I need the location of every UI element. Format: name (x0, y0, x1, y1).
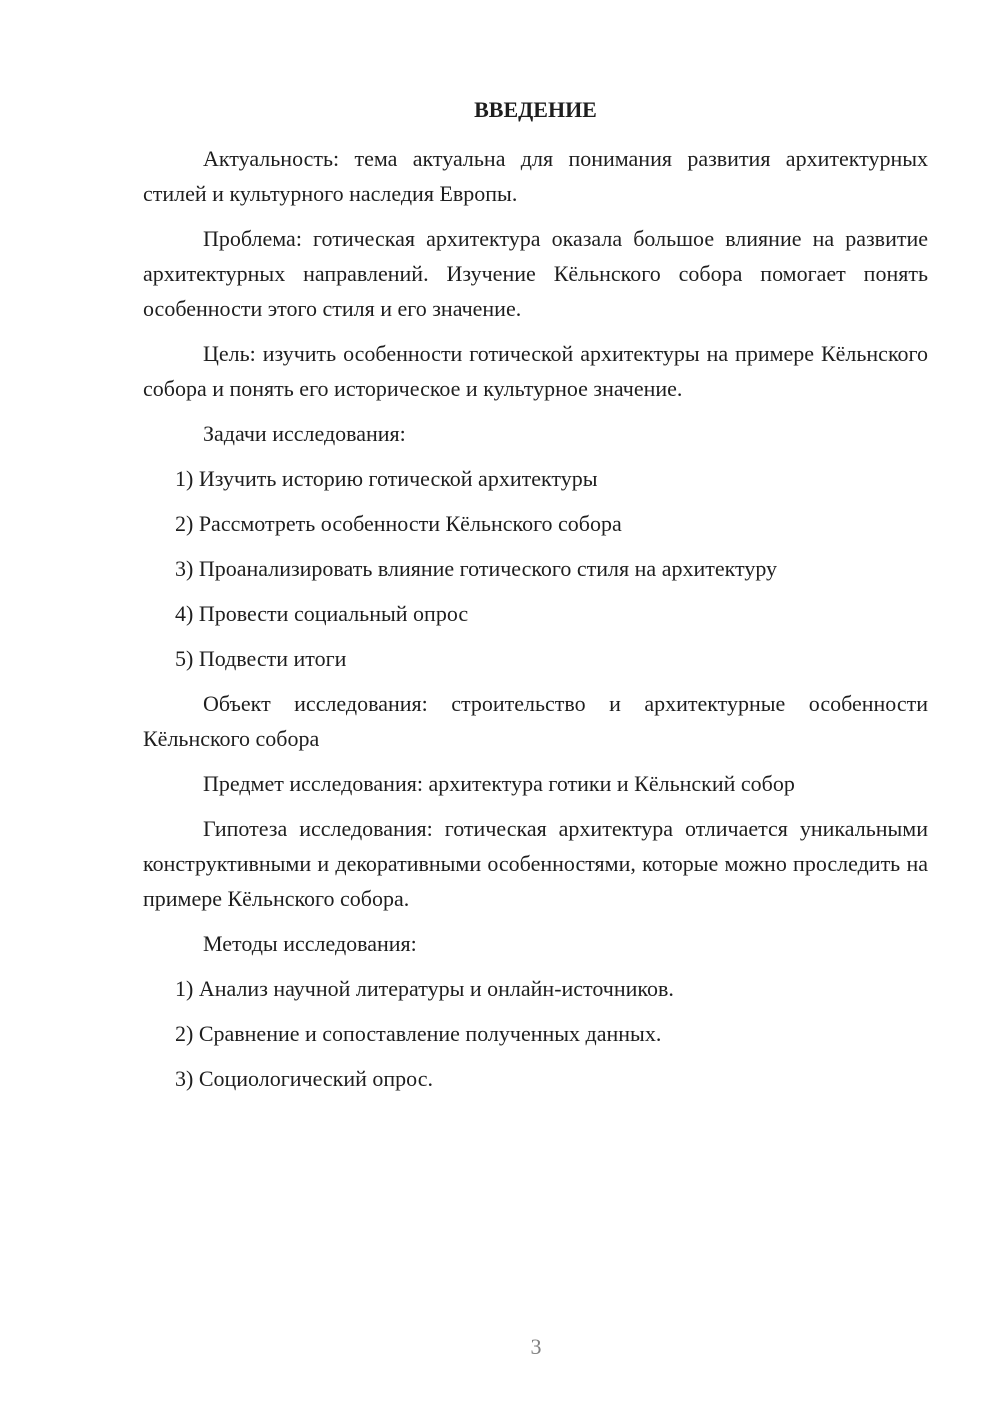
relevance-paragraph: Актуальность: тема актуальна для понимания развития архитектурных стилей и культурного наследия Европы. (143, 146, 928, 206)
method-item: 1) Анализ научной литературы и онлайн-источников. (175, 976, 674, 1001)
task-item: 4) Провести социальный опрос (175, 601, 469, 626)
task-item: 3) Проанализировать влияние готического стиля на архитектуру (175, 556, 778, 581)
methods-heading: Методы исследования: (203, 931, 417, 956)
hypothesis-paragraph: Гипотеза исследования: готическая архитектура отличается уникальными конструктивными и декоративными особенностями, которые можно проследить на примере Кёльнского собора. (143, 816, 928, 911)
goal-paragraph: Цель: изучить особенности готической архитектуры на примере Кёльнского собора и понять его историческое и культурное значение. (143, 341, 928, 401)
object-paragraph: Объект исследования: строительство и архитектурные особенности Кёльнского собора (143, 691, 928, 751)
page-content (143, 92, 928, 1106)
task-item: 5) Подвести итоги (175, 646, 347, 671)
tasks-heading: Задачи исследования: (203, 421, 406, 446)
section-title: ВВЕДЕНИЕ (474, 97, 597, 122)
task-item: 2) Рассмотреть особенности Кёльнского собора (175, 511, 622, 536)
subject-paragraph: Предмет исследования: архитектура готики и Кёльнский собор (203, 771, 795, 796)
task-item: 1) Изучить историю готической архитектуры (175, 466, 598, 491)
method-item: 3) Социологический опрос. (175, 1066, 433, 1091)
problem-paragraph: Проблема: готическая архитектура оказала большое влияние на развитие архитектурных направлений. Изучение Кёльнского собора помогает понять особенности этого стиля и его значение. (143, 226, 928, 321)
method-item: 2) Сравнение и сопоставление полученных данных. (175, 1021, 662, 1046)
page-number: 3 (530, 1334, 542, 1359)
